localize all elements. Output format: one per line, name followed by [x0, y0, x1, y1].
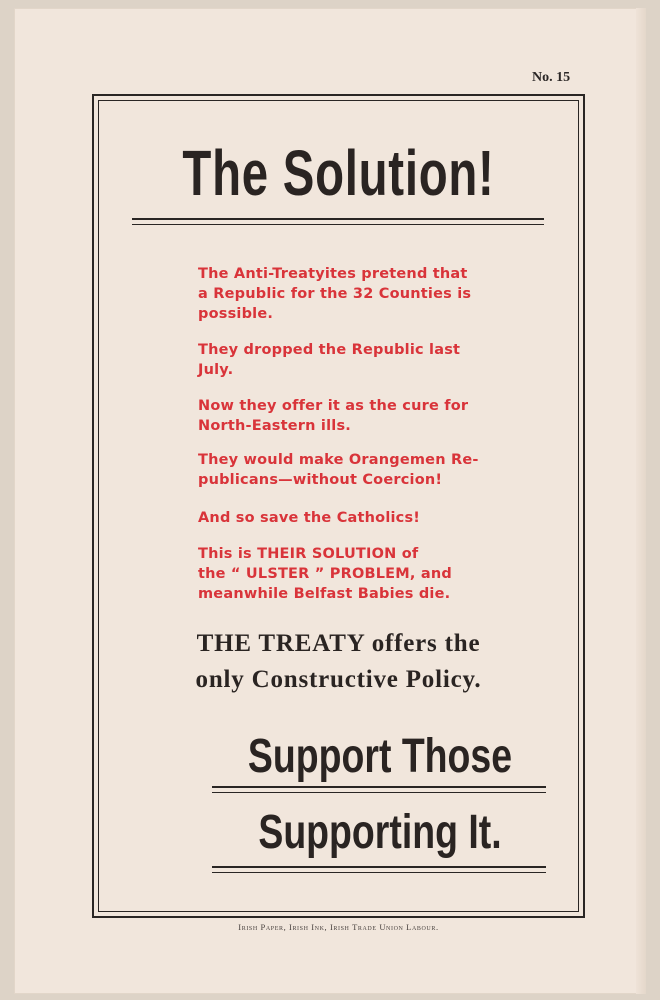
paragraph-line: And so save the Catholics!	[198, 510, 421, 526]
paragraph-line: The Anti-Treatyites pretend that	[198, 266, 468, 282]
paragraph-5	[198, 508, 528, 528]
title-rule-top	[132, 218, 544, 220]
paragraph-1	[198, 264, 528, 324]
paragraph-line: They dropped the Republic last	[198, 342, 461, 358]
paragraph-line: North-Eastern ills.	[198, 418, 351, 434]
printer-footer: Irish Paper, Irish Ink, Irish Trade Union Labour.	[238, 922, 439, 932]
support-line-2: Supporting It.	[258, 806, 502, 859]
paragraph-3	[198, 396, 528, 436]
support-rule-2a	[212, 866, 546, 868]
paragraph-line: They would make Orangemen Re-	[198, 452, 479, 468]
support-rule-1b	[212, 792, 546, 793]
paragraph-6	[198, 544, 528, 604]
paragraph-line: meanwhile Belfast Babies die.	[198, 586, 451, 602]
paragraph-2	[198, 340, 528, 380]
support-rule-2b	[212, 872, 546, 873]
treaty-line-1: THE TREATY offers the	[196, 630, 481, 657]
paper-edge	[636, 8, 646, 994]
paragraph-line: a Republic for the 32 Counties is	[198, 286, 472, 302]
paragraph-line: Now they offer it as the cure for	[198, 398, 469, 414]
page-title: The Solution!	[182, 137, 495, 209]
support-rule-1a	[212, 786, 546, 788]
leaflet-number: No. 15	[532, 70, 571, 85]
paragraph-line: This is THEIR SOLUTION of	[198, 546, 419, 562]
title-rule-bottom	[132, 224, 544, 225]
paragraph-line: the “ ULSTER ” PROBLEM, and	[198, 566, 452, 582]
paragraph-4	[198, 450, 528, 490]
treaty-line-2: only Constructive Policy.	[195, 666, 482, 693]
paragraph-line: July.	[198, 362, 234, 378]
paragraph-line: publicans—without Coercion!	[198, 472, 443, 488]
paragraph-line: possible.	[198, 306, 274, 322]
inner-border	[98, 100, 579, 912]
support-line-1: Support Those	[247, 730, 513, 783]
